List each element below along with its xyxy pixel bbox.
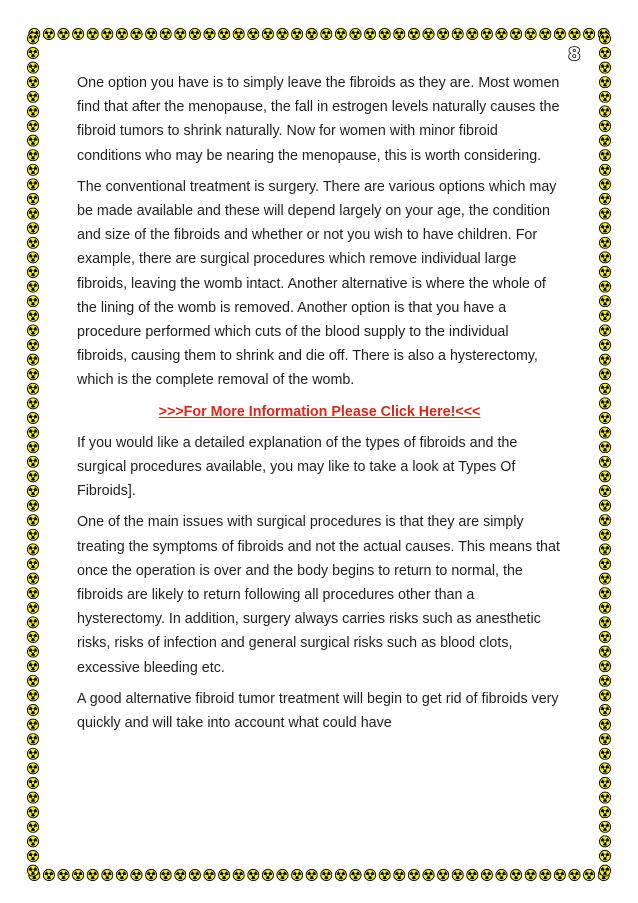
radiation-symbol-icon (146, 869, 157, 880)
radiation-symbol-icon (27, 690, 38, 701)
radiation-symbol-icon (27, 792, 38, 803)
radiation-symbol-icon (27, 237, 38, 248)
radiation-symbol-icon (116, 28, 127, 39)
radiation-symbol-icon (599, 588, 610, 599)
radiation-symbol-icon (43, 869, 54, 880)
radiation-symbol-icon (306, 28, 317, 39)
radiation-symbol-icon (248, 28, 259, 39)
radiation-symbol-icon (27, 339, 38, 350)
radiation-symbol-icon (321, 869, 332, 880)
radiation-symbol-icon (438, 28, 449, 39)
radiation-symbol-icon (27, 310, 38, 321)
radiation-symbol-icon (467, 28, 478, 39)
radiation-symbol-icon (599, 777, 610, 788)
radiation-symbol-icon (102, 869, 113, 880)
radiation-symbol-icon (452, 869, 463, 880)
radiation-symbol-icon (292, 869, 303, 880)
radiation-symbol-icon (27, 602, 38, 613)
radiation-symbol-icon (27, 515, 38, 526)
more-info-link[interactable]: >>>For More Information Please Click Here!<<< (158, 403, 481, 420)
radiation-symbol-icon (599, 252, 610, 263)
radiation-symbol-icon (599, 179, 610, 190)
radiation-symbol-icon (27, 150, 38, 161)
radiation-symbol-icon (599, 237, 610, 248)
radiation-symbol-icon (27, 106, 38, 117)
radiation-symbol-icon (365, 869, 376, 880)
radiation-symbol-icon (467, 869, 478, 880)
radiation-symbol-icon (292, 28, 303, 39)
radiation-symbol-icon (423, 28, 434, 39)
radiation-symbol-icon (599, 442, 610, 453)
radiation-symbol-icon (599, 398, 610, 409)
radiation-symbol-icon (27, 296, 38, 307)
radiation-symbol-icon (27, 398, 38, 409)
radiation-symbol-icon (102, 28, 113, 39)
radiation-symbol-icon (335, 28, 346, 39)
radiation-symbol-icon (189, 28, 200, 39)
radiation-symbol-icon (584, 869, 595, 880)
radiation-symbol-icon (599, 412, 610, 423)
radiation-symbol-icon (27, 164, 38, 175)
radiation-symbol-icon (204, 869, 215, 880)
radiation-symbol-icon (27, 223, 38, 234)
radiation-symbol-icon (599, 47, 610, 58)
radiation-symbol-icon (204, 28, 215, 39)
radiation-symbol-icon (27, 281, 38, 292)
radiation-symbol-icon (27, 558, 38, 569)
radiation-symbol-icon (599, 646, 610, 657)
radiation-symbol-icon (599, 325, 610, 336)
radiation-symbol-icon (27, 836, 38, 847)
paragraph: A good alternative fibroid tumor treatment will begin to get rid of fibroids very quickly and will take into account what could have (77, 690, 559, 732)
radiation-symbol-icon (599, 763, 610, 774)
radiation-symbol-icon (27, 442, 38, 453)
radiation-symbol-icon (27, 412, 38, 423)
radiation-symbol-icon (233, 28, 244, 39)
radiation-symbol-icon (27, 763, 38, 774)
radiation-symbol-icon (27, 325, 38, 336)
radiation-symbol-icon (599, 807, 610, 818)
radiation-symbol-icon (335, 869, 346, 880)
radiation-symbol-icon (599, 120, 610, 131)
radiation-symbol-icon (27, 588, 38, 599)
radiation-symbol-icon (599, 354, 610, 365)
radiation-symbol-icon (496, 869, 507, 880)
radiation-symbol-icon (27, 266, 38, 277)
radiation-symbol-icon (350, 28, 361, 39)
body-text (77, 71, 562, 742)
bottom-border-radiation-icons (27, 869, 611, 881)
radiation-symbol-icon (73, 28, 84, 39)
radiation-symbol-icon (584, 28, 595, 39)
radiation-symbol-icon (525, 869, 536, 880)
radiation-symbol-icon (599, 339, 610, 350)
radiation-symbol-icon (599, 164, 610, 175)
radiation-symbol-icon (569, 28, 580, 39)
radiation-symbol-icon (58, 28, 69, 39)
radiation-symbol-icon (599, 544, 610, 555)
radiation-symbol-icon (350, 869, 361, 880)
radiation-symbol-icon (599, 427, 610, 438)
radiation-symbol-icon (146, 28, 157, 39)
radiation-symbol-icon (160, 28, 171, 39)
radiation-symbol-icon (599, 850, 610, 861)
radiation-symbol-icon (306, 869, 317, 880)
radiation-symbol-icon (27, 456, 38, 467)
radiation-symbol-icon (599, 719, 610, 730)
radiation-symbol-icon (27, 865, 38, 876)
paragraph: If you would like a detailed explanation of the types of fibroids and the surgical procedures available, you may like to take a look at Types Of Fibroids]. (77, 434, 518, 500)
page-number: 8 (568, 44, 581, 65)
radiation-symbol-icon (599, 529, 610, 540)
radiation-symbol-icon (379, 28, 390, 39)
radiation-symbol-icon (27, 193, 38, 204)
radiation-symbol-icon (599, 208, 610, 219)
radiation-symbol-icon (599, 558, 610, 569)
radiation-symbol-icon (175, 28, 186, 39)
radiation-symbol-icon (599, 500, 610, 511)
radiation-symbol-icon (27, 120, 38, 131)
radiation-symbol-icon (27, 383, 38, 394)
radiation-symbol-icon (233, 869, 244, 880)
radiation-symbol-icon (599, 471, 610, 482)
radiation-symbol-icon (599, 602, 610, 613)
radiation-symbol-icon (599, 296, 610, 307)
radiation-symbol-icon (58, 869, 69, 880)
radiation-symbol-icon (27, 821, 38, 832)
radiation-symbol-icon (73, 869, 84, 880)
paragraph: The conventional treatment is surgery. There are various options which may be made available and these will depend largely on your age, the condition and size of the fibroids and whether or not you wish to have children. For example, there are surgical procedures which remove individual large fibroids, leaving the womb intact. Another alternative is where the whole of the lining of the womb is removed. Another option is that you have a procedure performed which cuts of the blood supply to the individual fibroids, causing them to shrink and die off. There is also a hysterectomy, which is the complete removal of the womb. (77, 178, 557, 389)
radiation-symbol-icon (175, 869, 186, 880)
radiation-symbol-icon (27, 252, 38, 263)
radiation-symbol-icon (511, 28, 522, 39)
radiation-symbol-icon (116, 869, 127, 880)
radiation-symbol-icon (43, 28, 54, 39)
radiation-symbol-icon (321, 28, 332, 39)
radiation-symbol-icon (277, 869, 288, 880)
radiation-symbol-icon (599, 223, 610, 234)
radiation-symbol-icon (27, 62, 38, 73)
radiation-symbol-icon (394, 28, 405, 39)
radiation-symbol-icon (599, 150, 610, 161)
radiation-symbol-icon (599, 836, 610, 847)
radiation-symbol-icon (599, 193, 610, 204)
radiation-symbol-icon (599, 135, 610, 146)
radiation-symbol-icon (248, 869, 259, 880)
radiation-symbol-icon (599, 369, 610, 380)
radiation-symbol-icon (27, 544, 38, 555)
more-info-link-line (77, 400, 562, 424)
radiation-symbol-icon (452, 28, 463, 39)
radiation-symbol-icon (87, 28, 98, 39)
radiation-symbol-icon (599, 310, 610, 321)
radiation-symbol-icon (189, 869, 200, 880)
radiation-symbol-icon (27, 77, 38, 88)
radiation-symbol-icon (599, 485, 610, 496)
radiation-symbol-icon (27, 208, 38, 219)
radiation-symbol-icon (599, 631, 610, 642)
radiation-symbol-icon (379, 869, 390, 880)
radiation-symbol-icon (599, 91, 610, 102)
radiation-symbol-icon (27, 646, 38, 657)
radiation-symbol-icon (599, 661, 610, 672)
radiation-symbol-icon (365, 28, 376, 39)
radiation-symbol-icon (27, 33, 38, 44)
radiation-symbol-icon (27, 734, 38, 745)
radiation-symbol-icon (599, 748, 610, 759)
radiation-symbol-icon (160, 869, 171, 880)
radiation-symbol-icon (599, 734, 610, 745)
radiation-symbol-icon (27, 179, 38, 190)
radiation-symbol-icon (27, 661, 38, 672)
radiation-symbol-icon (27, 675, 38, 686)
radiation-symbol-icon (496, 28, 507, 39)
radiation-symbol-icon (554, 28, 565, 39)
radiation-symbol-icon (540, 28, 551, 39)
radiation-symbol-icon (27, 748, 38, 759)
radiation-symbol-icon (511, 869, 522, 880)
radiation-symbol-icon (131, 869, 142, 880)
radiation-symbol-icon (219, 28, 230, 39)
radiation-symbol-icon (599, 515, 610, 526)
radiation-symbol-icon (27, 617, 38, 628)
radiation-symbol-icon (599, 106, 610, 117)
radiation-symbol-icon (599, 33, 610, 44)
radiation-symbol-icon (408, 869, 419, 880)
radiation-symbol-icon (27, 91, 38, 102)
radiation-symbol-icon (262, 869, 273, 880)
radiation-symbol-icon (525, 28, 536, 39)
radiation-symbol-icon (540, 869, 551, 880)
radiation-symbol-icon (599, 821, 610, 832)
right-border-radiation-icons (599, 28, 611, 881)
radiation-symbol-icon (599, 617, 610, 628)
radiation-symbol-icon (599, 281, 610, 292)
radiation-symbol-icon (599, 675, 610, 686)
radiation-symbol-icon (27, 719, 38, 730)
radiation-symbol-icon (27, 807, 38, 818)
radiation-symbol-icon (27, 500, 38, 511)
radiation-symbol-icon (423, 869, 434, 880)
radiation-symbol-icon (394, 869, 405, 880)
radiation-symbol-icon (599, 573, 610, 584)
radiation-symbol-icon (131, 28, 142, 39)
radiation-symbol-icon (481, 28, 492, 39)
radiation-symbol-icon (27, 777, 38, 788)
radiation-symbol-icon (599, 456, 610, 467)
radiation-symbol-icon (599, 62, 610, 73)
radiation-symbol-icon (27, 354, 38, 365)
radiation-symbol-icon (27, 704, 38, 715)
radiation-symbol-icon (599, 690, 610, 701)
radiation-symbol-icon (438, 869, 449, 880)
radiation-symbol-icon (599, 77, 610, 88)
radiation-symbol-icon (481, 869, 492, 880)
radiation-symbol-icon (27, 573, 38, 584)
radiation-symbol-icon (27, 47, 38, 58)
radiation-symbol-icon (27, 485, 38, 496)
radiation-symbol-icon (408, 28, 419, 39)
radiation-symbol-icon (599, 865, 610, 876)
radiation-symbol-icon (87, 869, 98, 880)
radiation-symbol-icon (27, 850, 38, 861)
radiation-symbol-icon (262, 28, 273, 39)
radiation-symbol-icon (599, 792, 610, 803)
top-border-radiation-icons (27, 28, 611, 40)
radiation-symbol-icon (554, 869, 565, 880)
paragraph: One option you have is to simply leave the fibroids as they are. Most women find that after the menopause, the fall in estrogen levels naturally causes the fibroid tumors to shrink naturally. Now for women with minor fibroid conditions who may be nearing the menopause, this is worth considering. (77, 75, 560, 164)
radiation-symbol-icon (569, 869, 580, 880)
left-border-radiation-icons (27, 28, 39, 881)
radiation-symbol-icon (599, 266, 610, 277)
radiation-symbol-icon (27, 135, 38, 146)
radiation-symbol-icon (219, 869, 230, 880)
paragraph: One of the main issues with surgical procedures is that they are simply treating the symptoms of fibroids and not the actual causes. This means that once the operation is over and the body begins to return to normal, the fibroids are likely to return following all procedures other than a hysterectomy. In addition, surgery always carries risks such as anesthetic risks, risks of infection and general surgical risks such as blood clots, excessive bleeding etc. (77, 514, 560, 676)
radiation-symbol-icon (27, 471, 38, 482)
radiation-symbol-icon (599, 704, 610, 715)
radiation-symbol-icon (277, 28, 288, 39)
radiation-symbol-icon (27, 369, 38, 380)
radiation-symbol-icon (599, 383, 610, 394)
radiation-symbol-icon (27, 529, 38, 540)
radiation-symbol-icon (27, 427, 38, 438)
radiation-symbol-icon (27, 631, 38, 642)
